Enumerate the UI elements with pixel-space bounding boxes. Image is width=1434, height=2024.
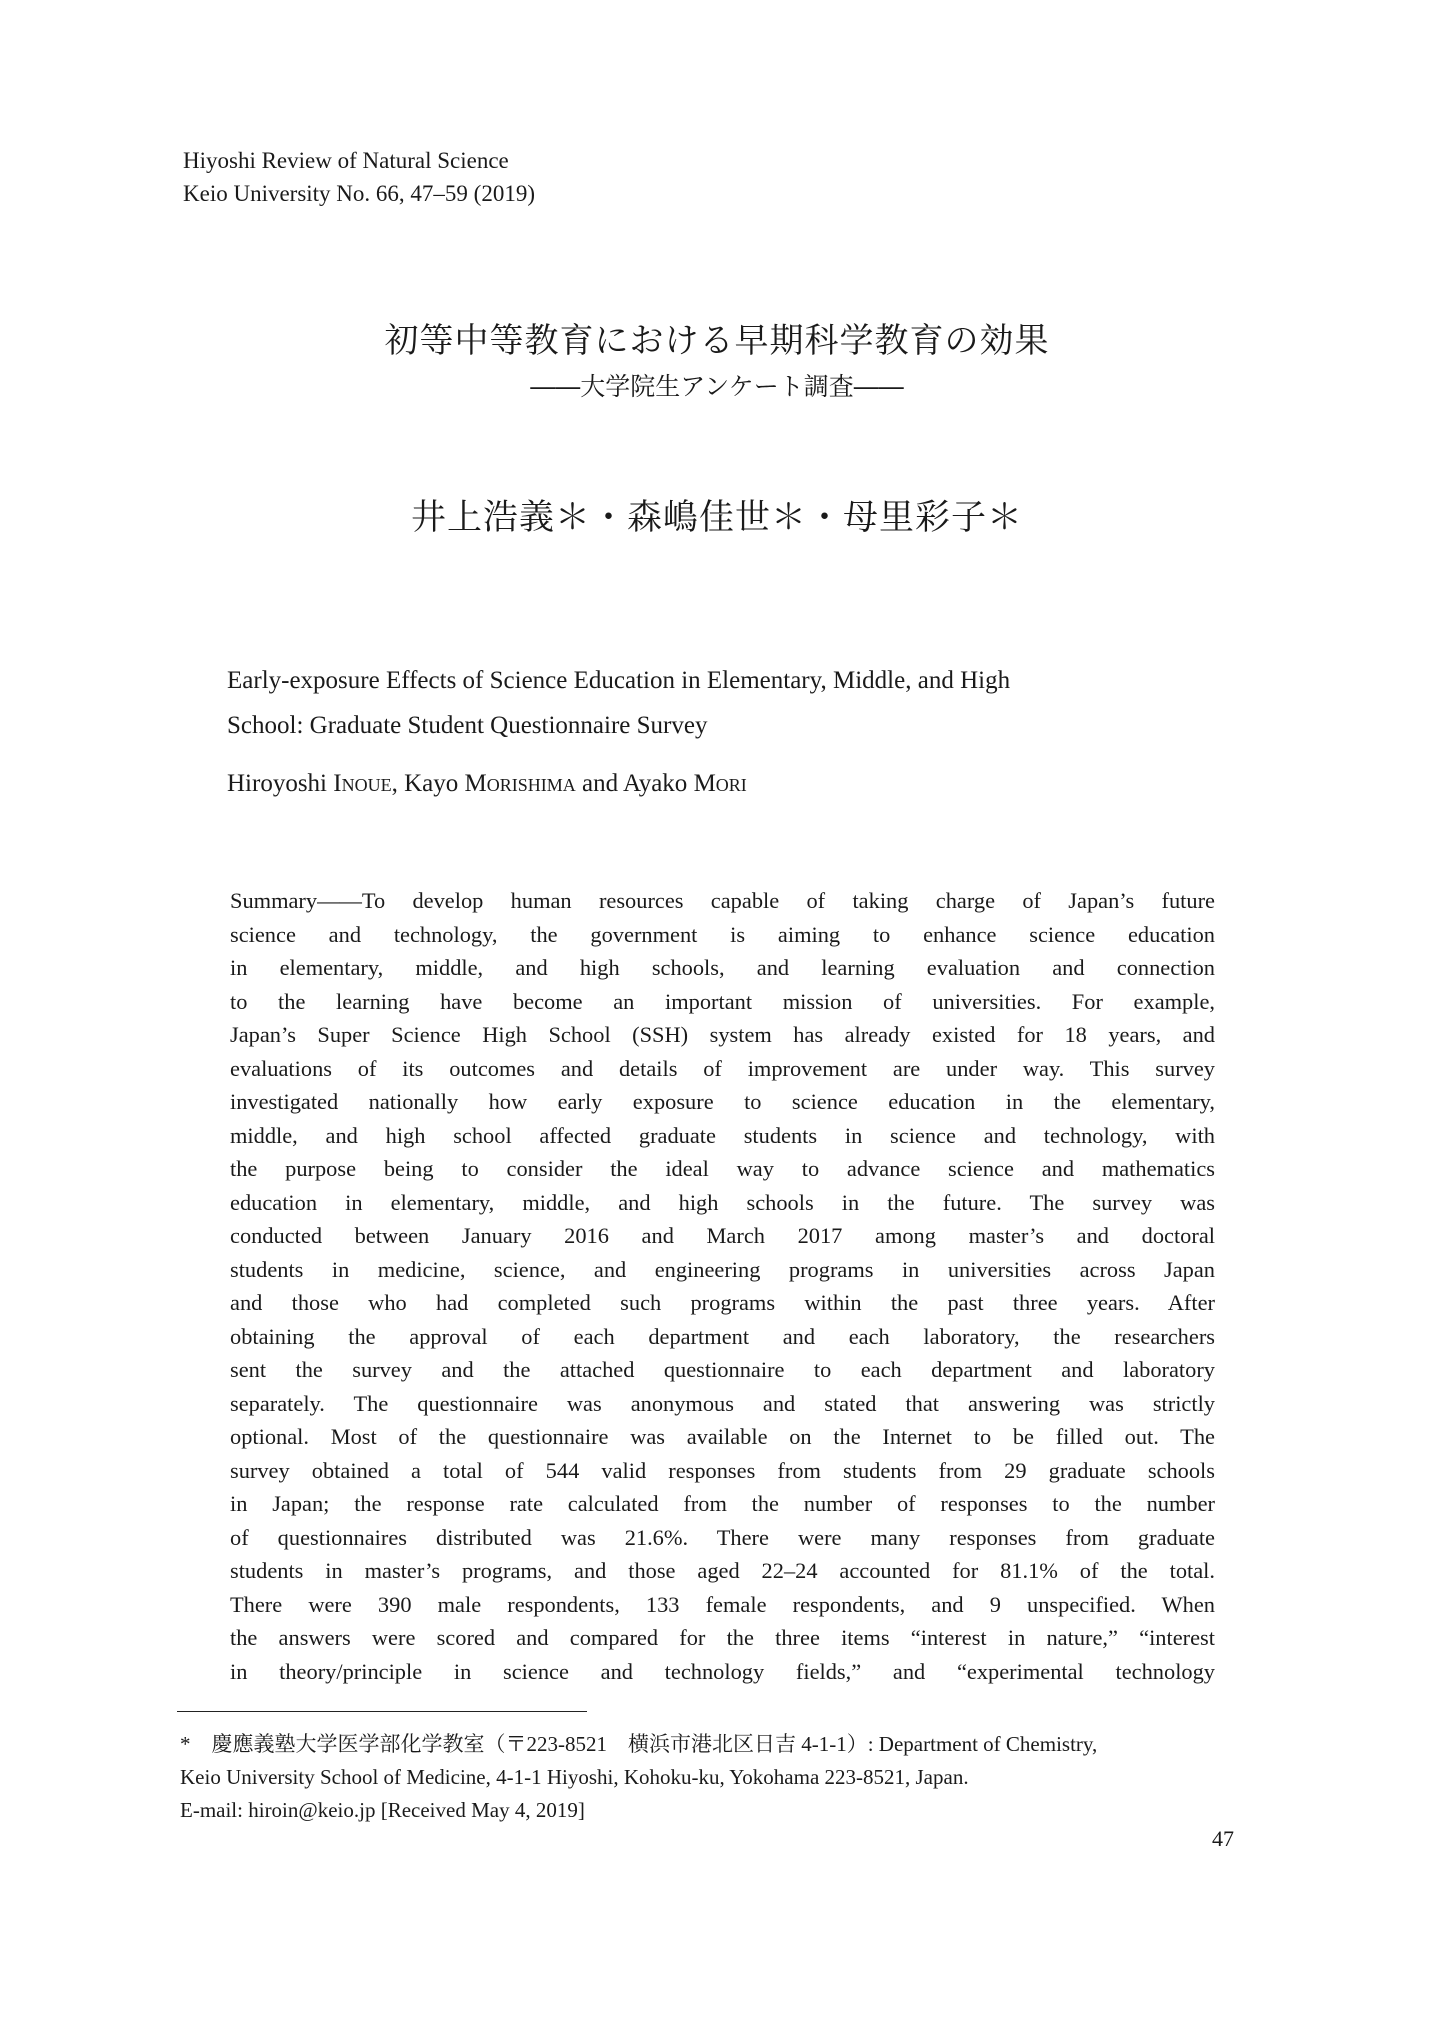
summary-line: of questionnaires distributed was 21.6%. There were many responses from graduate: [230, 1524, 1215, 1550]
author-family: Inoue: [333, 770, 392, 797]
summary-line: evaluations of its outcomes and details of improvement are under way. This survey: [230, 1055, 1215, 1081]
summary-line: optional. Most of the questionnaire was available on the Internet to be filled out. The: [230, 1424, 1215, 1449]
english-title: [227, 658, 1227, 748]
journal-issue: Keio University No. 66, 47–59 (2019): [183, 181, 535, 206]
japanese-title: 初等中等教育における早期科学教育の効果: [384, 321, 1050, 361]
summary-line: separately. The questionnaire was anonymous and stated that answering was strictly: [230, 1390, 1215, 1416]
summary-line: There were 390 male respondents, 133 female respondents, and 9 unspecified. When: [230, 1591, 1215, 1617]
author-separator: ,: [391, 770, 405, 797]
journal-header: [183, 144, 535, 210]
summary-line: Japan’s Super Science High School (SSH) system has already existed for 18 years, and: [230, 1022, 1215, 1047]
summary-line: conducted between January 2016 and March 2017 among master’s and doctoral: [230, 1223, 1215, 1248]
summary-line: science and technology, the government is aiming to enhance science education: [230, 921, 1215, 947]
footnote-divider: [177, 1711, 587, 1712]
author-given: Hiroyoshi: [227, 770, 327, 797]
summary-line: in Japan; the response rate calculated from the number of responses to the number: [230, 1491, 1215, 1516]
summary-abstract: [230, 884, 1215, 1688]
footnote: [180, 1728, 1270, 1827]
summary-line: students in medicine, science, and engineering programs in universities across Japan: [230, 1256, 1215, 1282]
summary-line: in theory/principle in science and technology fields,” and “experimental technology: [230, 1658, 1215, 1684]
author-family: Mori: [693, 770, 747, 797]
footnote-line-2: Keio University School of Medicine, 4-1-1 Hiyoshi, Kohoku-ku, Yokohama 223-8521, Japan.: [180, 1765, 969, 1789]
summary-line: investigated nationally how early exposure to science education in the elementary,: [230, 1089, 1215, 1114]
summary-line: in elementary, middle, and high schools, and learning evaluation and connection: [230, 955, 1215, 980]
page-number: 47: [1212, 1826, 1234, 1851]
english-authors: [227, 770, 747, 798]
japanese-subtitle: ――大学院生アンケート調査――: [530, 372, 904, 401]
summary-line: and those who had completed such programs within the past three years. After: [230, 1290, 1215, 1315]
japanese-authors: 井上浩義＊・森嶋佳世＊・母里彩子＊: [410, 498, 1023, 538]
summary-line: education in elementary, middle, and high schools in the future. The survey was: [230, 1189, 1215, 1215]
summary-line: students in master’s programs, and those aged 22–24 accounted for 81.1% of the total.: [230, 1558, 1215, 1583]
footnote-line-3: E-mail: hiroin@keio.jp [Received May 4, 2019]: [180, 1798, 585, 1822]
summary-line: to the learning have become an important mission of universities. For example,: [230, 988, 1215, 1014]
summary-line: the answers were scored and compared for the three items “interest in nature,” “interest: [230, 1625, 1215, 1650]
summary-line: survey obtained a total of 544 valid responses from students from 29 graduate schools: [230, 1457, 1215, 1483]
english-title-line: Early-exposure Effects of Science Education in Elementary, Middle, and High: [227, 667, 1011, 694]
author-given: Kayo: [404, 770, 459, 797]
author-separator: and: [575, 770, 623, 797]
summary-line: obtaining the approval of each department and each laboratory, the researchers: [230, 1323, 1215, 1349]
footnote-line-1: [180, 1728, 1270, 1761]
summary-line: sent the survey and the attached questionnaire to each department and laboratory: [230, 1357, 1215, 1382]
author-family: Morishima: [464, 770, 576, 797]
author-given: Ayako: [622, 770, 688, 797]
summary-line: middle, and high school affected graduate students in science and technology, with: [230, 1122, 1215, 1148]
footnote-marker: *: [180, 1732, 191, 1756]
journal-name: Hiyoshi Review of Natural Science: [183, 148, 509, 173]
summary-line: Summary――To develop human resources capable of taking charge of Japan’s future: [230, 888, 1215, 913]
english-title-line: School: Graduate Student Questionnaire Survey: [227, 712, 708, 739]
summary-line: the purpose being to consider the ideal way to advance science and mathematics: [230, 1156, 1215, 1181]
footnote-affiliation: 慶應義塾大学医学部化学教室（〒223-8521 横浜市港北区日吉 4-1-1）: Department of Chemistry,: [211, 1732, 1098, 1756]
